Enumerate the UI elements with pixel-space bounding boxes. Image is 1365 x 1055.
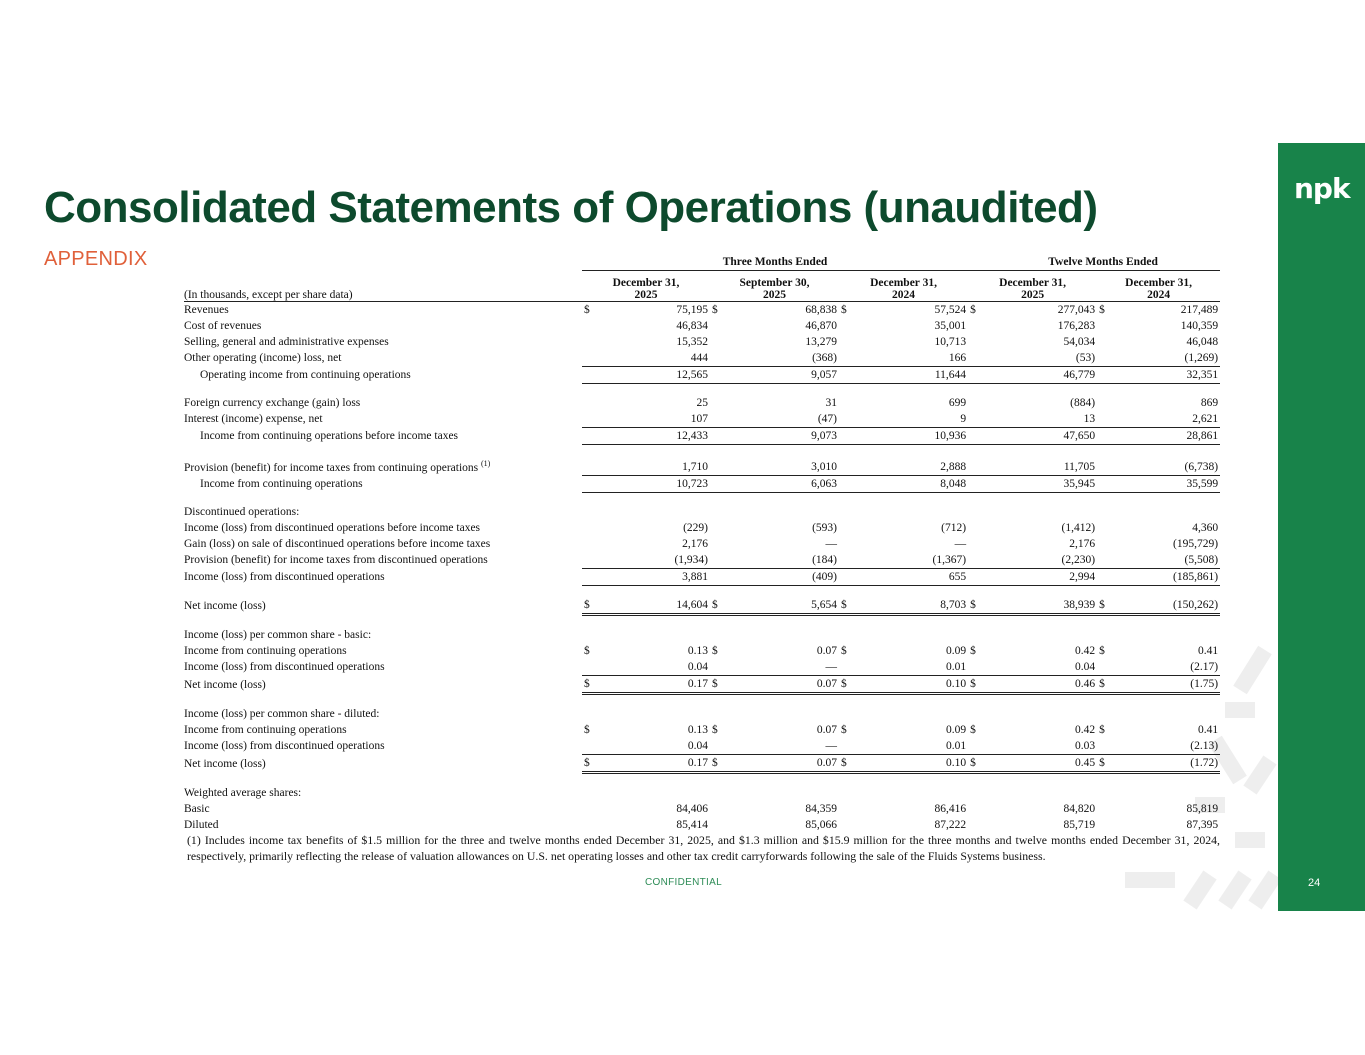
column-header: December 31, 2024 — [839, 270, 968, 301]
table-row: Provision (benefit) for income taxes from discontinued operations (1,934) (184) (1,367) (2,230) (5,508) — [184, 553, 1219, 567]
table-row: Revenues $ 75,195 $ 68,838 $ 57,524 $ 277,043 $ 217,489 — [184, 303, 1219, 316]
group-header-three-months: Three Months Ended — [582, 254, 968, 270]
table-row: Income from continuing operations $ 0.13 $ 0.07 $ 0.09 $ 0.42 $ 0.41 — [184, 644, 1219, 657]
table-row: Operating income from continuing operations 12,565 9,057 11,644 46,779 32,351 — [184, 366, 1220, 383]
footnote-ref: (1) — [481, 458, 491, 468]
table-row: Cost of revenues 46,834 46,870 35,001 176,283 140,359 — [184, 319, 1219, 332]
table-row: Discontinued operations: — [184, 505, 300, 518]
table-row: Income (loss) from discontinued operations 0.04 — 0.01 0.03 (2.13) — [184, 739, 1219, 753]
table-row: Foreign currency exchange (gain) loss 25 31 699 (884) 869 — [184, 396, 1219, 409]
confidential-label: CONFIDENTIAL — [645, 877, 722, 888]
table-row: Gain (loss) on sale of discontinued operations before income taxes 2,176 — — 2,176 (195,729) — [184, 537, 1219, 550]
table-row: Income (loss) from discontinued operations before income taxes (229) (593) (712) (1,412) 4,360 — [184, 521, 1219, 534]
column-header: December 31, 2025 — [582, 270, 710, 301]
table-row: Income (loss) from discontinued operations 0.04 — 0.01 0.04 (2.17) — [184, 660, 1219, 674]
column-header: December 31, 2025 — [968, 270, 1097, 301]
page-number: 24 — [1308, 877, 1321, 889]
table-row: Other operating (income) loss, net 444 (368) 166 (53) (1,269) — [184, 351, 1219, 364]
table-row: Weighted average shares: — [184, 786, 302, 799]
table-row: Interest (income) expense, net 107 (47) 9 13 2,621 — [184, 412, 1219, 425]
section-label: APPENDIX — [44, 248, 148, 270]
table-row: Net income (loss) $ 14,604 $ 5,654 $ 8,703 $ 38,939 $ (150,262) — [184, 598, 1219, 613]
table-row: Income (loss) from discontinued operations 3,881 (409) 655 2,994 (185,861) — [184, 568, 1220, 585]
table-row: Income from continuing operations before income taxes 12,433 9,073 10,936 47,650 28,861 — [184, 427, 1220, 444]
brand-sidebar — [1278, 143, 1365, 911]
table-row: Income (loss) per common share - diluted: — [184, 707, 380, 720]
table-row: Income from continuing operations $ 0.13 $ 0.07 $ 0.09 $ 0.42 $ 0.41 — [184, 723, 1219, 736]
npk-logo: npk — [1294, 172, 1350, 205]
table-row: Income from continuing operations 10,723 6,063 8,048 35,945 35,599 — [184, 475, 1220, 492]
financial-statement — [184, 254, 1220, 833]
table-row: Diluted 85,414 85,066 87,222 85,719 87,395 — [184, 818, 1219, 831]
footnote: (1) Includes income tax benefits of $1.5 million for the three and twelve months ended December 31, 2025, and $1.3 million and $15.9 million for the three months and twelve months ended December 31, 2024, respectively, primarily reflecting the release of valuation allowances on U.S. net operating losses and other tax credit carryforwards following the sale of the Fluids Systems business. — [187, 833, 1220, 863]
table-row: Net income (loss) $ 0.17 $ 0.07 $ 0.10 $ 0.45 $ (1.72) — [184, 754, 1220, 772]
slide-title: Consolidated Statements of Operations (unaudited) — [44, 183, 1098, 232]
table-row: Selling, general and administrative expenses 15,352 13,279 10,713 54,034 46,048 — [184, 335, 1219, 348]
operations-table — [184, 254, 1220, 833]
table-row: Provision (benefit) for income taxes from continuing operations $^{(1)}$ 1,710 3,010 2,888 11,705 (6,738) — [184, 456, 1220, 476]
table-row: Net income (loss) $ 0.17 $ 0.07 $ 0.10 $ 0.46 $ (1.75) — [184, 675, 1220, 693]
group-header-twelve-months: Twelve Months Ended — [968, 254, 1220, 270]
column-header: September 30, 2025 — [710, 270, 839, 301]
unit-label: (In thousands, except per share data) — [184, 270, 582, 301]
column-header: December 31, 2024 — [1097, 270, 1220, 301]
table-row: Basic 84,406 84,359 86,416 84,820 85,819 — [184, 802, 1219, 815]
table-row: Income (loss) per common share - basic: — [184, 628, 372, 641]
